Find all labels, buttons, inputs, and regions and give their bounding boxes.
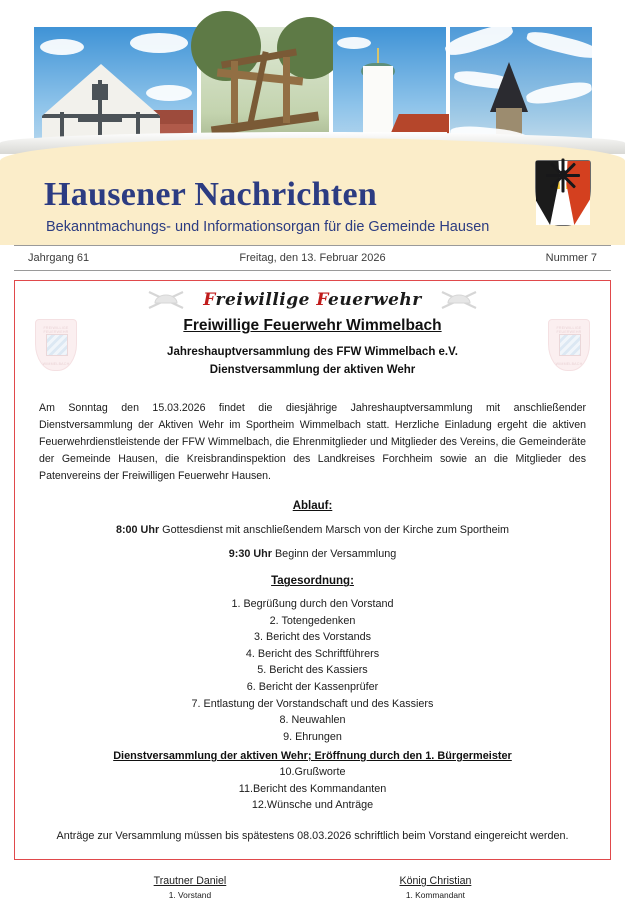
schedule-time: 8:00 Uhr — [115, 524, 160, 537]
notice-paragraph: Am Sonntag den 15.03.2026 findet die diesjährige Jahreshauptversammlung mit anschließender Dienstversammlung der Aktiven Wehr im Sportheim Wimmelbach statt. Herzliche Einladung ergeht die aktiven Feuerwehrdienstleistende der FFW Wimmelbach, die Ehrenmitglieder und Mitglieder des Vereins, die Gemeinderäte der Gemeinde Hausen, die Kreisbrandinspektion des Landkreises Forchheim sowie an die Mitglieder des Patenvereins der Freiwilligen Feuerwehr Hausen. — [39, 401, 586, 483]
agenda-item: 2. Totengedenken — [269, 614, 356, 627]
schedule-text: Gottesdienst mit anschließendem Marsch von der Kirche zum Sportheim — [159, 524, 510, 537]
schedule-text: Beginn der Versammlung — [271, 548, 397, 561]
ffw-badge-icon: FREIWILLIGE FEUERWEHR WIMMELBACH — [35, 319, 77, 371]
signature-name: König Christian — [399, 875, 472, 888]
masthead — [0, 0, 625, 245]
signature-role: 1. Vorstand — [168, 890, 212, 900]
subtitle-line-1: Jahreshauptversammlung des FFW Wimmelbach e.V. — [167, 346, 458, 358]
agenda-item: 1. Begrüßung durch den Vorstand — [231, 598, 394, 611]
issue-info-bar — [14, 245, 611, 271]
fraktur-cap-f2: F — [316, 290, 329, 310]
schedule-line — [37, 524, 588, 536]
fraktur-cap-f1: F — [203, 290, 216, 310]
signature-role: 1. Kommandant — [405, 890, 465, 900]
ffw-badge-icon: FREIWILLIGE FEUERWEHR WIMMELBACH — [548, 319, 590, 371]
wheel-emblem-icon — [543, 154, 583, 194]
schedule-time: 9:30 Uhr — [228, 548, 272, 561]
issue-date: Freitag, den 13. Februar 2026 — [239, 252, 386, 264]
ablauf-heading: Ablauf: — [292, 500, 333, 513]
dienstversammlung-heading: Dienstversammlung der aktiven Wehr; Eröffnung durch den 1. Bürgermeister — [113, 750, 512, 763]
agenda-item: 6. Bericht der Kassenprüfer — [246, 680, 379, 693]
volume-label: Jahrgang 61 — [28, 252, 90, 264]
notice-content-box — [14, 280, 611, 900]
schedule-line — [37, 548, 588, 560]
agenda-item: 5. Bericht des Kassiers — [257, 664, 368, 677]
crossed-axes-helmet-icon — [436, 289, 482, 311]
agenda-heading: Tagesordnung: — [271, 575, 354, 588]
agenda-item: 9. Ehrungen — [283, 730, 342, 743]
signature-vorstand — [154, 875, 227, 900]
issue-number: Nummer 7 — [545, 252, 597, 264]
agenda-list — [37, 596, 588, 814]
agenda-item: 12.Wünsche und Anträge — [251, 799, 374, 812]
signature-name: Trautner Daniel — [153, 875, 227, 888]
cloud-shape — [146, 85, 192, 101]
cloud-shape — [130, 33, 188, 53]
fraktur-rest-2: euerwehr — [328, 290, 422, 310]
agenda-item: 3. Bericht des Vorstands — [253, 631, 372, 644]
agenda-item: 10.Grußworte — [279, 766, 346, 779]
fraktur-banner-row — [37, 287, 588, 313]
agenda-item: 4. Bericht des Schriftführers — [245, 647, 380, 660]
gemeinde-hausen-coat-of-arms-icon — [535, 160, 591, 226]
page-subtitle: Bekanntmachungs- und Informationsorgan für die Gemeinde Hausen — [46, 219, 490, 235]
agenda-item: 11.Bericht des Kommandanten — [238, 782, 387, 795]
agenda-item: 7. Entlastung der Vorstandschaft und des Kassiers — [191, 697, 434, 710]
organization-title: Freiwillige Feuerwehr Wimmelbach — [183, 317, 442, 334]
crossed-axes-helmet-icon — [143, 289, 189, 311]
organization-subtitle — [37, 344, 588, 380]
subtitle-line-2: Dienstversammlung der aktiven Wehr — [209, 363, 416, 376]
signature-kommandant — [400, 875, 472, 900]
closing-note: Anträge zur Versammlung müssen bis spätestens 08.03.2026 schriftlich beim Vorstand eingereicht werden. — [56, 829, 569, 842]
signature-block — [37, 875, 588, 900]
fraktur-rest-1: reiwillige — [215, 290, 310, 310]
agenda-item: 8. Neuwahlen — [279, 714, 346, 727]
cloud-shape — [40, 39, 84, 55]
fraktur-banner-text — [203, 290, 421, 310]
church-spire — [377, 48, 379, 64]
page-title: Hausener Nachrichten — [44, 176, 378, 213]
